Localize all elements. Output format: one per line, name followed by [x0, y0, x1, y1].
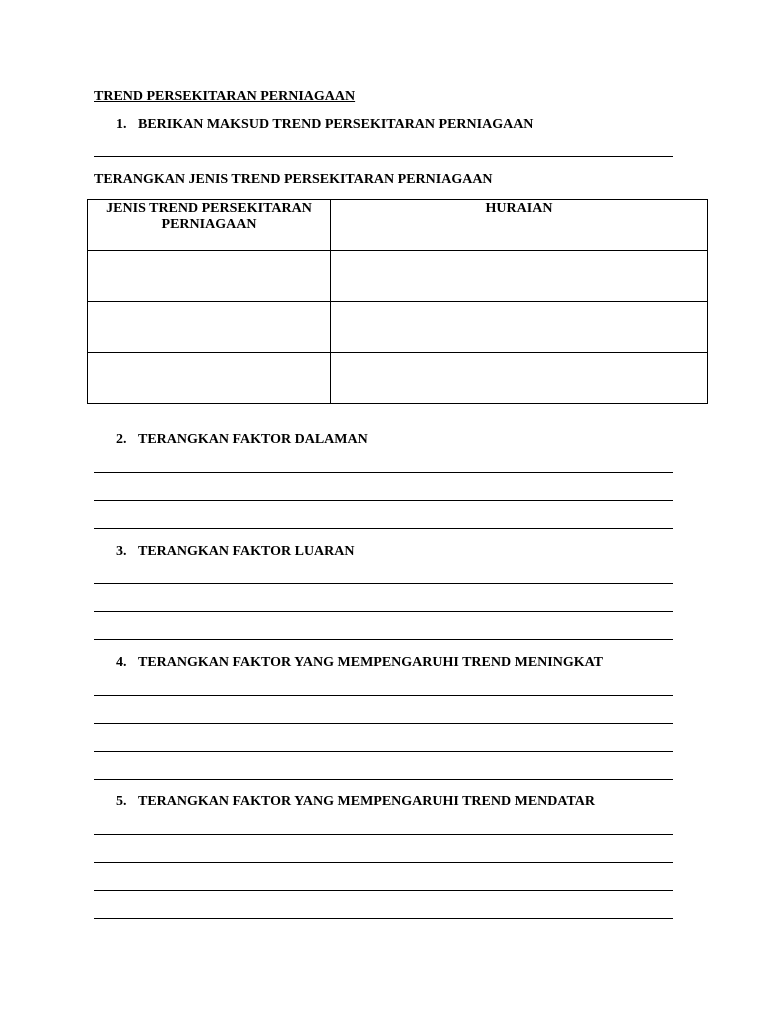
worksheet-title: TREND PERSEKITARAN PERNIAGAAN — [94, 89, 356, 104]
answer-line[interactable] — [94, 779, 673, 780]
answer-line[interactable] — [94, 862, 673, 863]
table-cell-jenis[interactable] — [88, 302, 331, 353]
table-row — [88, 251, 708, 302]
question-4-number: 4. — [116, 655, 127, 670]
table-header-jenis: JENIS TREND PERSEKITARAN PERNIAGAAN — [88, 200, 331, 251]
table-cell-jenis[interactable] — [88, 251, 331, 302]
answer-line[interactable] — [94, 611, 673, 612]
answer-line[interactable] — [94, 695, 673, 696]
question-5 — [116, 794, 595, 810]
section-heading: TERANGKAN JENIS TREND PERSEKITARAN PERNIAGAAN — [94, 172, 493, 187]
question-1-text: BERIKAN MAKSUD TREND PERSEKITARAN PERNIAGAAN — [138, 117, 534, 132]
table-row — [88, 302, 708, 353]
question-1-number: 1. — [116, 117, 127, 132]
table-row — [88, 353, 708, 404]
answer-line[interactable] — [94, 918, 673, 919]
question-1 — [116, 117, 533, 133]
answer-line[interactable] — [94, 528, 673, 529]
question-4 — [116, 655, 603, 671]
question-3 — [116, 544, 355, 560]
question-4-text: TERANGKAN FAKTOR YANG MEMPENGARUHI TREND MENINGKAT — [138, 655, 604, 670]
question-2-number: 2. — [116, 432, 127, 447]
answer-line[interactable] — [94, 639, 673, 640]
question-2 — [116, 432, 368, 448]
question-3-text: TERANGKAN FAKTOR LUARAN — [138, 544, 355, 559]
question-5-number: 5. — [116, 794, 127, 809]
answer-line[interactable] — [94, 156, 673, 157]
answer-line[interactable] — [94, 583, 673, 584]
table-cell-huraian[interactable] — [331, 302, 708, 353]
table-header-huraian: HURAIAN — [331, 200, 708, 251]
table-cell-huraian[interactable] — [331, 353, 708, 404]
answer-line[interactable] — [94, 834, 673, 835]
answer-line[interactable] — [94, 472, 673, 473]
question-2-text: TERANGKAN FAKTOR DALAMAN — [138, 432, 368, 447]
table-cell-huraian[interactable] — [331, 251, 708, 302]
answer-line[interactable] — [94, 890, 673, 891]
answer-line[interactable] — [94, 500, 673, 501]
question-5-text: TERANGKAN FAKTOR YANG MEMPENGARUHI TREND MENDATAR — [138, 794, 595, 809]
answer-line[interactable] — [94, 723, 673, 724]
answer-line[interactable] — [94, 751, 673, 752]
table-header-row — [88, 200, 708, 251]
table-cell-jenis[interactable] — [88, 353, 331, 404]
trend-types-table — [87, 199, 708, 404]
question-3-number: 3. — [116, 544, 127, 559]
